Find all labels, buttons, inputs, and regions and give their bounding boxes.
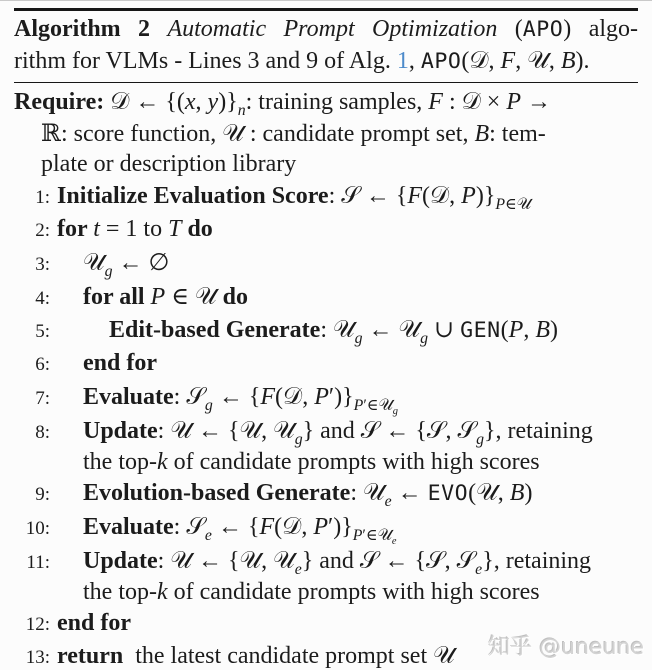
text-segment: Require: [14, 88, 111, 115]
text-segment: B [560, 47, 576, 74]
text-segment: for all [83, 283, 151, 310]
line-statement [57, 247, 169, 279]
typewriter-text: APO [420, 48, 462, 74]
line-statement [57, 180, 531, 212]
text-segment: k [156, 448, 168, 475]
text-segment: Algorithm 2 [14, 15, 151, 42]
text-segment: k [156, 578, 168, 605]
algorithm-line [14, 381, 638, 418]
math-subscript [420, 330, 428, 347]
text-segment: for [57, 216, 94, 243]
math-subscript [295, 561, 302, 578]
text-segment: }, retaining [483, 417, 593, 444]
line-statement [57, 314, 558, 347]
math-subscript [105, 263, 113, 280]
math-subscript [355, 330, 363, 347]
calligraphic-symbol: 𝒰 [273, 415, 295, 444]
alg1-reference-link[interactable]: 1 [396, 47, 409, 74]
line-number: 6: [35, 354, 50, 376]
text-segment: T [168, 216, 182, 243]
require-line [14, 118, 638, 150]
text-segment: B [535, 317, 551, 344]
text-segment: P [508, 317, 524, 344]
text-segment [150, 16, 167, 42]
text-segment: )} [218, 88, 238, 115]
text-segment: B [509, 480, 525, 507]
text-segment: F [260, 384, 276, 411]
text-segment: do [216, 283, 248, 310]
text-segment: g [104, 262, 113, 280]
text-segment: plate or description library [41, 151, 297, 178]
text-segment: ′∈ [363, 396, 379, 414]
line-statement [57, 381, 398, 418]
algorithm-caption [14, 11, 638, 82]
text-segment: , [515, 47, 528, 74]
text-segment: , [261, 548, 274, 575]
text-segment: , [195, 88, 208, 115]
algorithm-line [14, 348, 638, 381]
line-statement [57, 281, 248, 313]
calligraphic-symbol: 𝒰 [516, 194, 531, 214]
text-segment: : [320, 317, 333, 344]
calligraphic-symbol: 𝒰 [194, 281, 217, 310]
text-segment: , [445, 417, 458, 444]
text-segment: end for [57, 609, 131, 636]
math-subscript [476, 431, 484, 448]
text-segment: → [521, 88, 551, 115]
calligraphic-symbol: 𝒮 [360, 415, 380, 444]
calligraphic-symbol: 𝒰 [378, 394, 393, 414]
text-segment: ′)} [327, 514, 353, 541]
text-segment: ← {( [129, 88, 185, 115]
line-number: 13: [25, 647, 50, 669]
text-segment: of candidate prompts with high scores [167, 578, 540, 605]
calligraphic-symbol: 𝒰 [239, 415, 262, 444]
calligraphic-symbol: 𝒰 [433, 641, 455, 670]
text-segment: × [480, 88, 507, 115]
text-segment: F [259, 514, 275, 541]
text-segment: ( [468, 480, 477, 507]
math-subscript [205, 397, 213, 414]
text-segment: ( [274, 514, 283, 541]
text-segment: ← { [212, 384, 261, 411]
text-segment: , [302, 384, 315, 411]
text-segment: ← ∅ [112, 249, 170, 276]
text-segment: t [93, 216, 100, 243]
algorithm-line [14, 247, 638, 281]
text-segment: P [313, 514, 328, 541]
text-segment: n [237, 101, 246, 119]
math-subscript [238, 102, 246, 119]
text-segment: e [204, 527, 212, 545]
text-segment: e [294, 560, 302, 578]
calligraphic-symbol: 𝒰 [170, 546, 192, 575]
text-segment: ′)} [328, 384, 354, 411]
calligraphic-symbol: 𝒮 [186, 512, 205, 541]
calligraphic-symbol: 𝒮 [426, 546, 445, 575]
algorithm-line [14, 180, 638, 214]
text-segment: , [449, 183, 462, 210]
text-segment: ( [461, 47, 470, 74]
text-segment: g [354, 330, 363, 348]
text-segment: return [57, 643, 124, 670]
text-segment: e [384, 493, 392, 511]
text-segment: ) [524, 480, 533, 507]
line-statement [57, 608, 131, 639]
text-segment: e [475, 560, 483, 578]
text-segment: g [420, 330, 429, 348]
calligraphic-symbol: 𝒰 [476, 478, 498, 507]
text-segment: ). [575, 47, 590, 74]
algorithm-body [14, 180, 638, 670]
text-segment: = 1 to [99, 216, 169, 243]
text-segment: g [294, 430, 303, 448]
line-number: 11: [26, 552, 50, 574]
caption-rule [14, 82, 638, 83]
caption-line [14, 45, 638, 77]
screenshot-top-edge [0, 0, 652, 1]
text-segment: of candidate prompts with high scores [167, 448, 540, 475]
calligraphic-symbol: 𝒟 [283, 382, 303, 411]
calligraphic-symbol: 𝒰 [527, 45, 549, 74]
text-segment: : [173, 514, 187, 541]
text-segment: : [442, 88, 462, 115]
text-segment: P [150, 283, 166, 310]
watermark: 知乎 @uneune [488, 635, 644, 660]
text-segment: } and [302, 417, 361, 444]
text-segment: ← [391, 480, 428, 507]
text-segment: ← { [378, 548, 427, 575]
caption-line [14, 14, 638, 45]
text-segment: ) algo- [563, 15, 639, 42]
text-segment: F [407, 183, 423, 210]
text-segment: ← { [379, 417, 427, 444]
text-segment: : candidate prompt set, [243, 120, 475, 147]
line-number: 9: [35, 484, 50, 506]
line-number: 1: [35, 187, 50, 209]
calligraphic-symbol: 𝒰 [83, 247, 105, 276]
text-segment: P [353, 396, 364, 414]
math-subscript [353, 394, 398, 418]
text-segment: : [328, 183, 342, 210]
text-segment: ← { [191, 417, 240, 444]
text-segment: Initialize Evaluation Score [57, 183, 329, 210]
calligraphic-symbol: 𝒟 [461, 86, 481, 115]
calligraphic-symbol: 𝒟 [469, 45, 489, 74]
text-segment: Update [83, 417, 158, 444]
algorithm-line [14, 281, 638, 315]
text-segment: , [523, 317, 536, 344]
line-statement [57, 545, 591, 608]
text-segment: , [408, 47, 421, 74]
typewriter-text: EVO [427, 481, 469, 507]
text-segment: : [173, 384, 187, 411]
require-line [14, 149, 638, 180]
text-segment: ← { [359, 183, 408, 210]
text-segment: B [474, 120, 490, 147]
calligraphic-symbol: 𝒰 [398, 315, 421, 344]
text-segment: ∈ [505, 196, 517, 214]
text-segment: ← { [191, 548, 240, 575]
text-segment: : training samples, [245, 88, 429, 115]
calligraphic-symbol: 𝒟 [110, 86, 130, 115]
text-segment: g [204, 396, 213, 414]
line-number: 7: [35, 388, 50, 410]
text-segment: } and [301, 548, 360, 575]
text-segment: y [207, 88, 219, 115]
text-segment: ( [422, 183, 431, 210]
text-segment: P [461, 183, 476, 210]
require-block [14, 86, 638, 180]
text-segment: , [301, 514, 314, 541]
line-number: 4: [35, 287, 50, 309]
math-subscript [495, 196, 531, 213]
algorithm-line [14, 545, 638, 608]
calligraphic-symbol: 𝒰 [239, 546, 262, 575]
algorithm-line [14, 415, 638, 478]
line-number: 5: [35, 321, 50, 343]
text-segment: : tem- [489, 120, 546, 147]
algorithm-line [14, 314, 638, 348]
text-segment: e [391, 536, 397, 548]
calligraphic-symbol: 𝒟 [430, 181, 450, 210]
text-segment: the top- [83, 448, 157, 475]
calligraphic-symbol: 𝒮 [359, 546, 379, 575]
text-segment: }, retaining [482, 548, 592, 575]
text-segment: , [261, 417, 274, 444]
line-statement [57, 348, 157, 379]
calligraphic-symbol: 𝒰 [273, 546, 295, 575]
algorithm-line [14, 477, 638, 511]
text-segment: g [476, 430, 484, 448]
text-segment: ( [497, 15, 523, 42]
text-segment: ) [550, 317, 559, 344]
line-statement [57, 511, 397, 548]
text-segment: ∈ [165, 283, 195, 310]
text-segment: )} [475, 183, 496, 210]
text-segment: the latest candidate prompt set [123, 643, 434, 670]
text-segment: F [500, 47, 516, 74]
text-segment: Evolution-based Generate [83, 480, 351, 507]
algorithm-line [14, 511, 638, 548]
text-segment: end for [83, 350, 157, 377]
line-statement [57, 640, 455, 670]
math-subscript [385, 493, 392, 510]
calligraphic-symbol: 𝒮 [186, 382, 205, 411]
text-segment: , [488, 47, 501, 74]
text-segment: P [506, 88, 521, 115]
text-segment: ← { [211, 514, 260, 541]
math-subscript [295, 431, 303, 448]
line-number: 12: [25, 613, 50, 635]
text-segment: F [428, 88, 443, 115]
text-segment: : [350, 480, 363, 507]
text-segment: do [181, 216, 213, 243]
line-number: 3: [35, 253, 50, 275]
text-segment: ∪ [428, 317, 461, 344]
line-statement [57, 477, 532, 510]
math-subscript [205, 527, 212, 544]
line-number: 8: [35, 421, 50, 443]
calligraphic-symbol: 𝒮 [341, 181, 360, 210]
text-segment: Update [83, 548, 158, 575]
calligraphic-symbol: 𝒮 [457, 415, 477, 444]
calligraphic-symbol: 𝒰 [222, 118, 244, 147]
text-segment: : [157, 417, 171, 444]
text-segment: P [352, 527, 363, 545]
math-subscript [352, 525, 397, 548]
text-segment: ( [500, 317, 509, 344]
calligraphic-symbol: 𝒰 [363, 478, 385, 507]
line-number: 2: [35, 220, 50, 242]
line-statement [57, 214, 213, 245]
typewriter-text: GEN [460, 318, 501, 344]
text-segment: Edit-based Generate [109, 317, 321, 344]
calligraphic-symbol: 𝒰 [170, 415, 192, 444]
text-segment: P [314, 384, 329, 411]
text-segment: ′∈ [362, 527, 378, 545]
calligraphic-symbol: 𝒰 [332, 315, 355, 344]
text-segment: Evaluate [83, 384, 174, 411]
text-segment: x [184, 88, 196, 115]
algorithm-line [14, 214, 638, 247]
text-segment: Automatic Prompt Optimization [167, 15, 498, 42]
calligraphic-symbol: 𝒰 [377, 525, 392, 545]
text-segment: g [392, 406, 398, 418]
text-segment: ( [275, 384, 284, 411]
line-statement [57, 415, 593, 478]
calligraphic-symbol: 𝒮 [426, 415, 446, 444]
calligraphic-symbol: 𝒟 [282, 512, 302, 541]
text-segment: , [548, 47, 561, 74]
typewriter-text: APO [522, 16, 564, 42]
line-number: 10: [25, 518, 50, 540]
text-segment: : [157, 548, 171, 575]
text-segment: P [495, 196, 506, 214]
text-segment: the top- [83, 578, 157, 605]
text-segment: Evaluate [83, 514, 174, 541]
text-segment: ← [362, 317, 399, 344]
calligraphic-symbol: 𝒮 [456, 546, 476, 575]
text-segment: rithm for VLMs - Lines 3 and 9 of Alg. [14, 47, 397, 74]
text-segment: , [497, 480, 510, 507]
require-line [14, 86, 638, 118]
text-segment: , [444, 548, 457, 575]
text-segment: ℝ: score function, [41, 120, 223, 147]
